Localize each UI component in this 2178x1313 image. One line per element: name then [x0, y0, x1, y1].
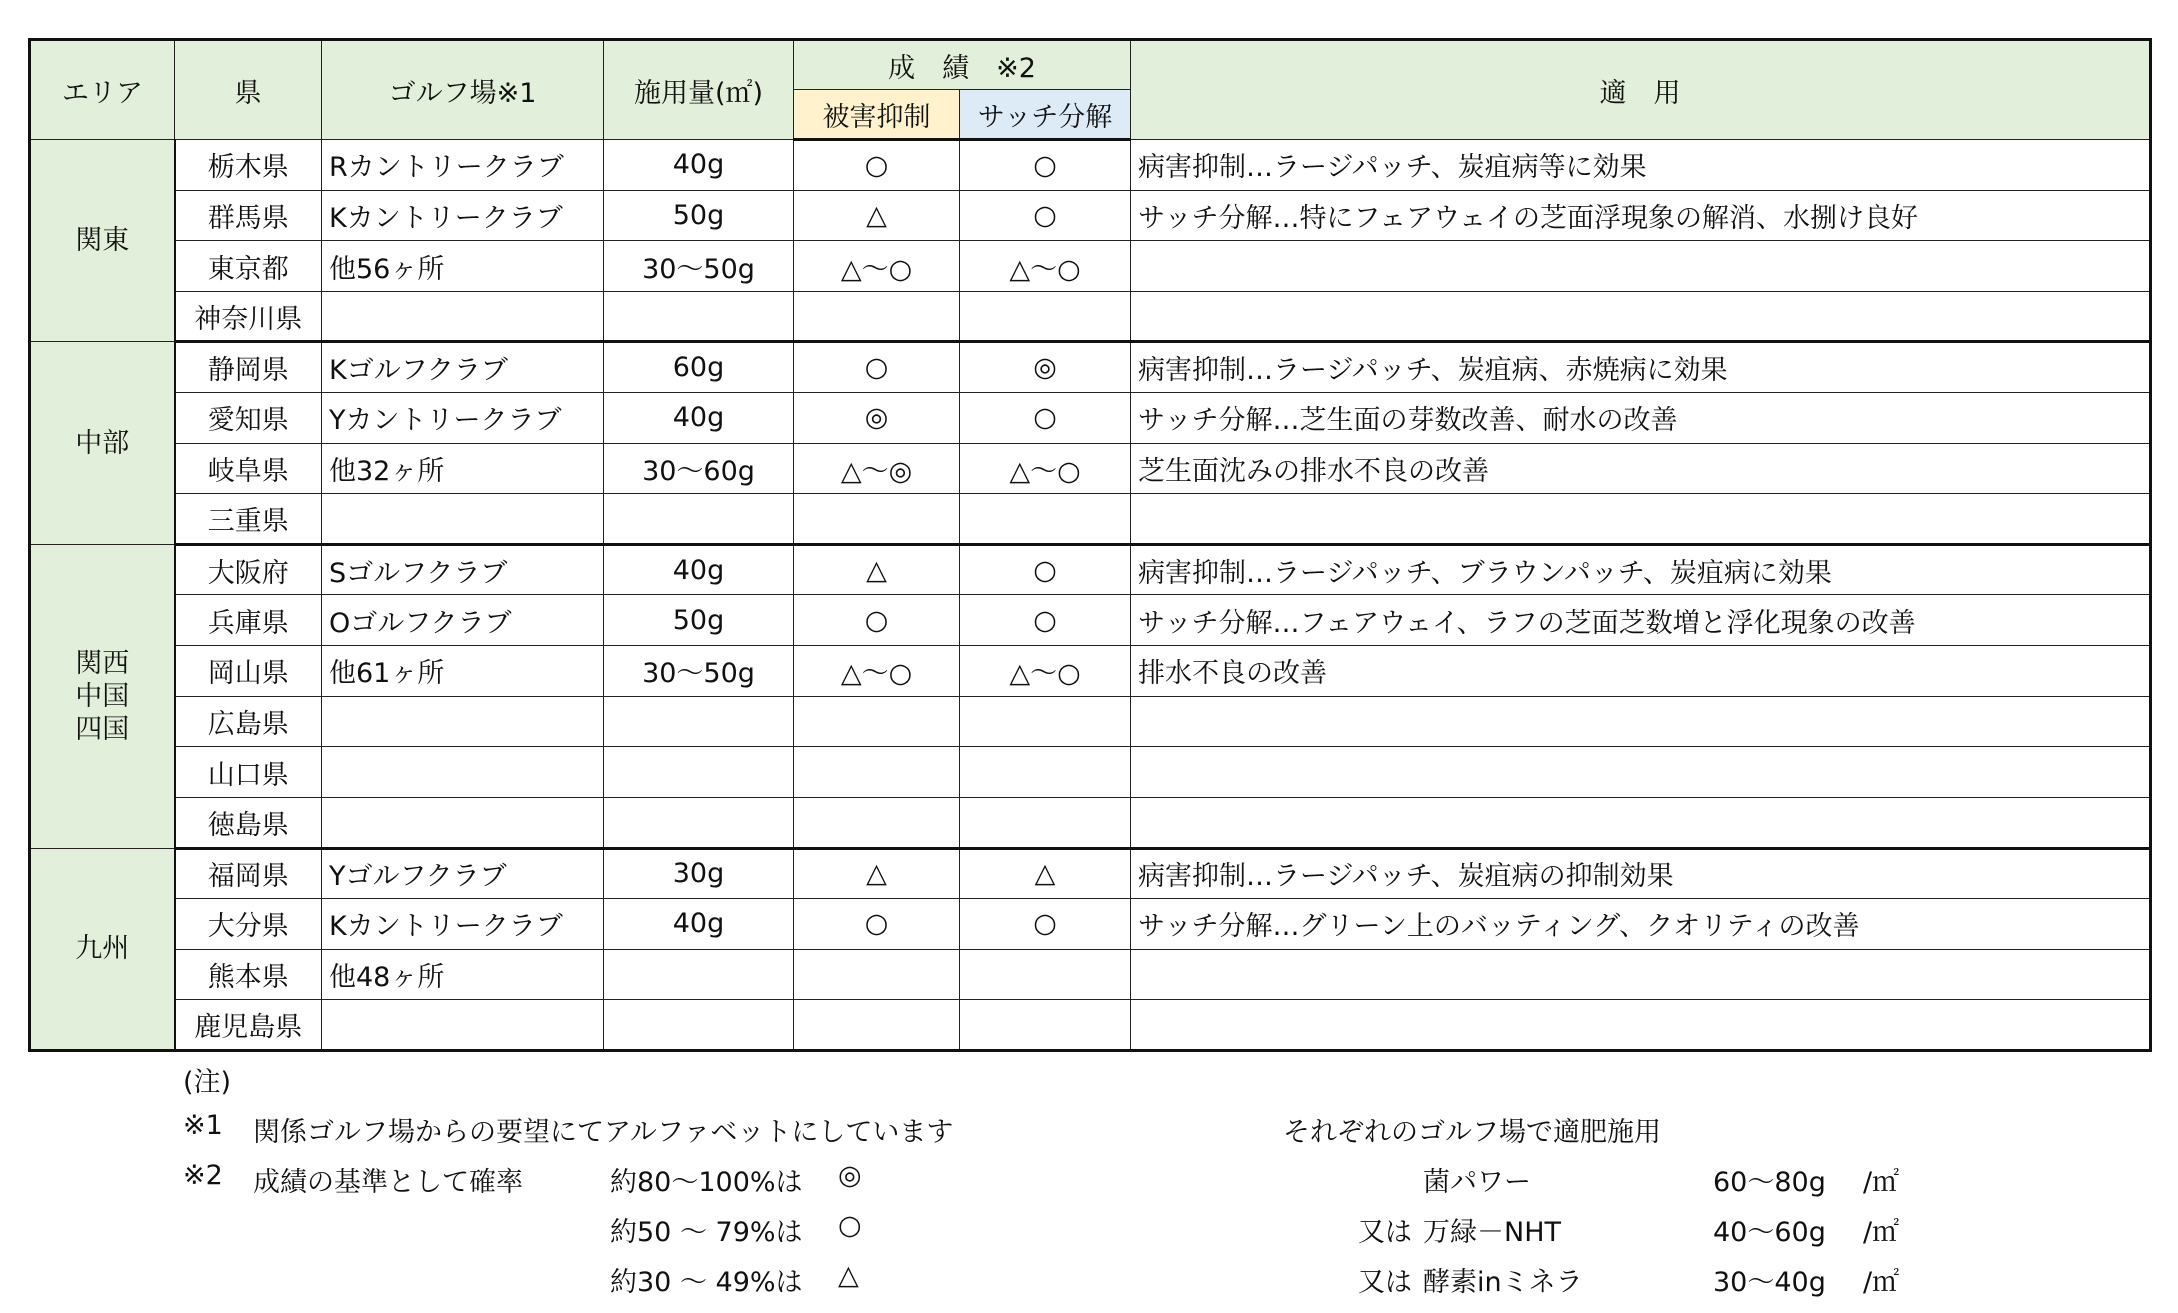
thatch-decomposition-cell: [960, 797, 1131, 848]
amount-cell: [604, 747, 794, 798]
amount-cell: [604, 696, 794, 747]
table-row: [30, 899, 2151, 950]
prefecture-cell: 山口県: [175, 747, 322, 798]
table-row: [30, 646, 2151, 697]
thatch-decomposition-cell: ○: [960, 544, 1131, 595]
note-2-mark: ※2: [183, 1160, 223, 1191]
area-cell: [30, 544, 175, 848]
damage-suppression-cell: △～○: [794, 241, 960, 292]
application-cell: 病害抑制…ラージパッチ、ブラウンパッチ、炭疽病に効果: [1131, 544, 2151, 595]
amount-cell: 50g: [604, 595, 794, 646]
thatch-decomposition-cell: △: [960, 848, 1131, 899]
amount-cell: [604, 797, 794, 848]
fertilizer-title: それぞれのゴルフ場で適肥施用: [1283, 1117, 1661, 1148]
table-row: [30, 190, 2151, 241]
golf-course-cell: Yゴルフクラブ: [322, 848, 604, 899]
amount-cell: 30～60g: [604, 443, 794, 494]
amount-cell: 50g: [604, 190, 794, 241]
application-cell: [1131, 797, 2151, 848]
table-row: [30, 1000, 2151, 1051]
product-unit: /㎡: [1863, 1167, 1900, 1198]
amount-cell: 30g: [604, 848, 794, 899]
damage-suppression-cell: △～○: [794, 646, 960, 697]
table-row: [30, 443, 2151, 494]
criteria-symbol: ○: [838, 1210, 862, 1241]
area-label: 九州: [75, 933, 130, 965]
thatch-decomposition-cell: ◎: [960, 342, 1131, 393]
results-table: [28, 38, 2152, 1052]
amount-cell: [604, 1000, 794, 1051]
header-amount: 施用量(㎡): [604, 40, 794, 140]
prefecture-cell: 静岡県: [175, 342, 322, 393]
criteria-symbol: △: [838, 1260, 859, 1291]
amount-cell: 40g: [604, 544, 794, 595]
product-unit: /㎡: [1863, 1217, 1900, 1248]
note-2-text: 成績の基準として確率: [253, 1167, 523, 1198]
area-label: 中部: [75, 427, 130, 459]
area-cell: [30, 848, 175, 1050]
application-cell: サッチ分解…芝生面の芽数改善、耐水の改善: [1131, 393, 2151, 444]
damage-suppression-cell: ○: [794, 342, 960, 393]
prefecture-cell: 徳島県: [175, 797, 322, 848]
prefecture-cell: 熊本県: [175, 949, 322, 1000]
application-cell: 病害抑制…ラージパッチ、炭疽病、赤焼病に効果: [1131, 342, 2151, 393]
criteria-range: 約80～100%は: [610, 1167, 803, 1198]
product-prefix: 又は: [1358, 1267, 1412, 1298]
area-label: 中国: [75, 680, 130, 712]
golf-course-cell: 他61ヶ所: [322, 646, 604, 697]
header-area: エリア: [30, 40, 175, 140]
header-golf-course: ゴルフ場※1: [322, 40, 604, 140]
damage-suppression-cell: [794, 747, 960, 798]
damage-suppression-cell: ○: [794, 899, 960, 950]
criteria-symbol: ◎: [838, 1160, 862, 1191]
table-row: [30, 696, 2151, 747]
table-row: [30, 241, 2151, 292]
header-thatch-decomposition: サッチ分解: [960, 90, 1131, 140]
prefecture-cell: 岡山県: [175, 646, 322, 697]
area-label: 四国: [75, 713, 130, 745]
prefecture-cell: 兵庫県: [175, 595, 322, 646]
header-prefecture: 県: [175, 40, 322, 140]
product-name: 万緑－NHT: [1423, 1217, 1561, 1248]
golf-course-cell: [322, 1000, 604, 1051]
area-label: 関東: [75, 225, 130, 257]
product-prefix: 又は: [1358, 1217, 1412, 1248]
amount-cell: [604, 949, 794, 1000]
area-cell: [30, 342, 175, 544]
golf-course-cell: [322, 291, 604, 342]
golf-course-cell: 他32ヶ所: [322, 443, 604, 494]
application-cell: [1131, 949, 2151, 1000]
area-cell: [30, 140, 175, 342]
thatch-decomposition-cell: ○: [960, 595, 1131, 646]
application-cell: サッチ分解…特にフェアウェイの芝面浮現象の解消、水捌け良好: [1131, 190, 2151, 241]
header-application: 適 用: [1131, 40, 2151, 140]
thatch-decomposition-cell: [960, 696, 1131, 747]
amount-cell: 40g: [604, 140, 794, 191]
prefecture-cell: 神奈川県: [175, 291, 322, 342]
thatch-decomposition-cell: △～○: [960, 241, 1131, 292]
thatch-decomposition-cell: [960, 949, 1131, 1000]
table-row: [30, 393, 2151, 444]
area-label: 関西: [75, 647, 130, 679]
prefecture-cell: 三重県: [175, 494, 322, 545]
thatch-decomposition-cell: ○: [960, 140, 1131, 191]
golf-course-cell: [322, 747, 604, 798]
product-name: 酵素inミネラ: [1423, 1267, 1583, 1298]
notes-section: [0, 1058, 2178, 1313]
note-1-text: 関係ゴルフ場からの要望にてアルファベットにしています: [253, 1117, 954, 1148]
criteria-range: 約30 ～ 49%は: [610, 1267, 803, 1298]
application-cell: サッチ分解…フェアウェイ、ラフの芝面芝数増と浮化現象の改善: [1131, 595, 2151, 646]
header-results: 成 績 ※2: [794, 40, 1131, 90]
damage-suppression-cell: △: [794, 848, 960, 899]
product-name: 菌パワー: [1423, 1167, 1531, 1198]
damage-suppression-cell: [794, 291, 960, 342]
amount-cell: [604, 291, 794, 342]
damage-suppression-cell: △～◎: [794, 443, 960, 494]
thatch-decomposition-cell: ○: [960, 393, 1131, 444]
damage-suppression-cell: △: [794, 544, 960, 595]
table-row: [30, 797, 2151, 848]
damage-suppression-cell: ○: [794, 595, 960, 646]
damage-suppression-cell: [794, 696, 960, 747]
damage-suppression-cell: [794, 797, 960, 848]
thatch-decomposition-cell: [960, 747, 1131, 798]
prefecture-cell: 群馬県: [175, 190, 322, 241]
product-amount: 40～60g: [1713, 1217, 1826, 1248]
table-row: [30, 494, 2151, 545]
golf-course-cell: 他48ヶ所: [322, 949, 604, 1000]
golf-course-cell: 他56ヶ所: [322, 241, 604, 292]
product-amount: 60～80g: [1713, 1167, 1826, 1198]
application-cell: [1131, 494, 2151, 545]
thatch-decomposition-cell: [960, 494, 1131, 545]
application-cell: 病害抑制…ラージパッチ、炭疽病等に効果: [1131, 140, 2151, 191]
thatch-decomposition-cell: [960, 1000, 1131, 1051]
note-1-mark: ※1: [183, 1110, 223, 1141]
amount-cell: 40g: [604, 393, 794, 444]
golf-course-cell: [322, 797, 604, 848]
table-row: [30, 595, 2151, 646]
table-row: [30, 342, 2151, 393]
application-cell: サッチ分解…グリーン上のバッティング、クオリティの改善: [1131, 899, 2151, 950]
damage-suppression-cell: △: [794, 190, 960, 241]
table-row: [30, 291, 2151, 342]
application-cell: [1131, 696, 2151, 747]
product-amount: 30～40g: [1713, 1267, 1826, 1298]
damage-suppression-cell: ○: [794, 140, 960, 191]
table-row: [30, 949, 2151, 1000]
table-row: [30, 544, 2151, 595]
golf-course-cell: [322, 494, 604, 545]
table-row: [30, 140, 2151, 191]
golf-course-cell: [322, 696, 604, 747]
thatch-decomposition-cell: ○: [960, 899, 1131, 950]
application-cell: 排水不良の改善: [1131, 646, 2151, 697]
application-cell: [1131, 291, 2151, 342]
application-cell: [1131, 1000, 2151, 1051]
header-damage-suppression: 被害抑制: [794, 90, 960, 140]
prefecture-cell: 岐阜県: [175, 443, 322, 494]
product-unit: /㎡: [1863, 1267, 1900, 1298]
thatch-decomposition-cell: △～○: [960, 443, 1131, 494]
amount-cell: [604, 494, 794, 545]
damage-suppression-cell: [794, 1000, 960, 1051]
golf-course-cell: Rカントリークラブ: [322, 140, 604, 191]
table-body: [30, 140, 2151, 1051]
prefecture-cell: 大分県: [175, 899, 322, 950]
prefecture-cell: 広島県: [175, 696, 322, 747]
thatch-decomposition-cell: ○: [960, 190, 1131, 241]
amount-cell: 30～50g: [604, 241, 794, 292]
golf-course-cell: Oゴルフクラブ: [322, 595, 604, 646]
notes-title: (注): [183, 1067, 232, 1098]
thatch-decomposition-cell: △～○: [960, 646, 1131, 697]
table-row: [30, 747, 2151, 798]
application-cell: [1131, 747, 2151, 798]
prefecture-cell: 栃木県: [175, 140, 322, 191]
golf-course-cell: Kカントリークラブ: [322, 899, 604, 950]
golf-course-cell: Yカントリークラブ: [322, 393, 604, 444]
criteria-range: 約50 ～ 79%は: [610, 1217, 803, 1248]
golf-course-cell: Sゴルフクラブ: [322, 544, 604, 595]
prefecture-cell: 東京都: [175, 241, 322, 292]
golf-course-cell: Kゴルフクラブ: [322, 342, 604, 393]
amount-cell: 60g: [604, 342, 794, 393]
thatch-decomposition-cell: [960, 291, 1131, 342]
golf-course-cell: Kカントリークラブ: [322, 190, 604, 241]
prefecture-cell: 福岡県: [175, 848, 322, 899]
damage-suppression-cell: [794, 949, 960, 1000]
application-cell: 芝生面沈みの排水不良の改善: [1131, 443, 2151, 494]
application-cell: [1131, 241, 2151, 292]
prefecture-cell: 大阪府: [175, 544, 322, 595]
amount-cell: 30～50g: [604, 646, 794, 697]
application-cell: 病害抑制…ラージパッチ、炭疽病の抑制効果: [1131, 848, 2151, 899]
prefecture-cell: 愛知県: [175, 393, 322, 444]
table-header: [30, 40, 2151, 140]
amount-cell: 40g: [604, 899, 794, 950]
prefecture-cell: 鹿児島県: [175, 1000, 322, 1051]
damage-suppression-cell: [794, 494, 960, 545]
table-row: [30, 848, 2151, 899]
damage-suppression-cell: ◎: [794, 393, 960, 444]
